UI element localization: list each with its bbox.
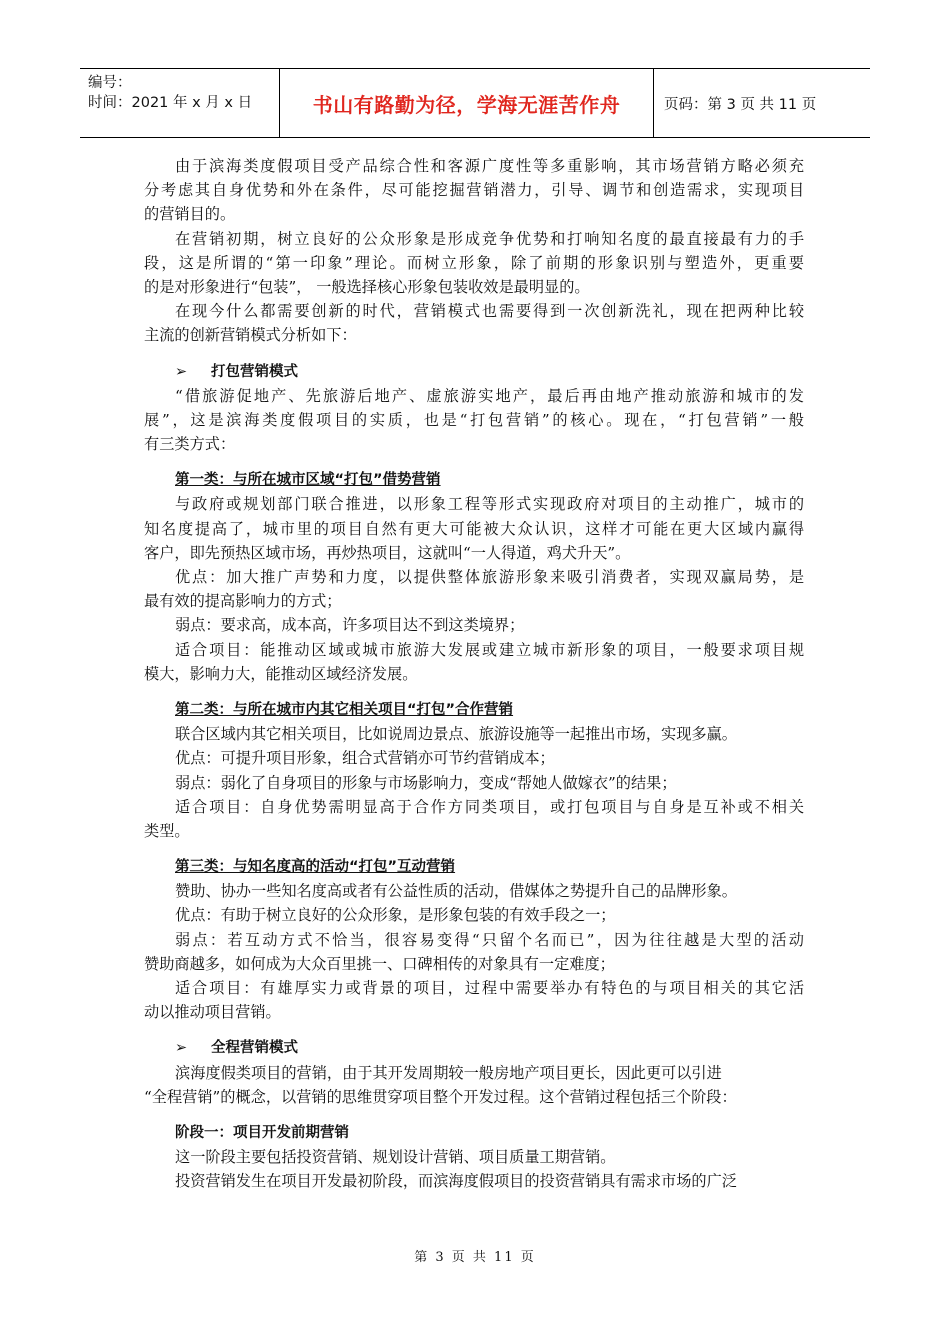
page-header xyxy=(80,68,870,138)
paragraph-line: 展”，这是滨海类度假项目的实质，也是“打包营销”的核心。现在，“打包营销”一般 xyxy=(144,410,804,429)
paragraph-line: 的是对形象进行“包装”， 一般选择核心形象包装收效是最明显的。 xyxy=(144,277,590,296)
paragraph-line: 弱点：弱化了自身项目的形象与市场影响力，变成“帮她人做嫁衣”的结果； xyxy=(175,773,677,792)
paragraph-line: 联合区域内其它相关项目，比如说周边景点、旅游设施等一起推出市场，实现多赢。 xyxy=(175,725,737,744)
paragraph-line: 段，这是所谓的“第一印象”理论。而树立形象，除了前期的形象识别与塑造外，更重要 xyxy=(144,253,804,272)
header-page-label: 页码：第 3 页 共 11 页 xyxy=(664,96,817,113)
paragraph-line: 类型。 xyxy=(144,821,190,840)
paragraph-line: 模大，影响力大，能推动区域经济发展。 xyxy=(144,664,418,683)
section-heading xyxy=(144,360,804,384)
paragraph-line: 这一阶段主要包括投资营销、规划设计营销、项目质量工期营销。 xyxy=(175,1148,616,1167)
paragraph-line: 赞助商越多，如何成为大众百里挑一、口碑相传的对象具有一定难度； xyxy=(144,954,615,973)
paragraph-line: “借旅游促地产、先旅游后地产、虚旅游实地产，最后再由地产推动旅游和城市的发 xyxy=(175,386,804,405)
document-date-label: 时间：2021 年 x 月 x 日 xyxy=(88,95,253,111)
paragraph-line: 由于滨海类度假项目受产品综合性和客源广度性等多重影响，其市场营销方略必须充 xyxy=(175,157,804,175)
paragraph-line: 的营销目的。 xyxy=(144,205,236,224)
paragraph-line: 弱点：要求高，成本高，许多项目达不到这类境界； xyxy=(175,616,525,635)
paragraph-line: 在现今什么都需要创新的时代，营销模式也需要得到一次创新洗礼，现在把两种比较 xyxy=(175,302,804,321)
paragraph-line: 弱点：若互动方式不恰当，很容易变得“只留个名而已”，因为往往越是大型的活动 xyxy=(175,930,804,949)
section-heading-text: 打包营销模式 xyxy=(211,363,298,380)
paragraph-line: 动以推动项目营销。 xyxy=(144,1003,281,1022)
paragraph-line: 最有效的提高影响力的方式； xyxy=(144,592,342,611)
paragraph-line: 与政府或规划部门联合推进，以形象工程等形式实现政府对项目的主动推广，城市的 xyxy=(175,495,804,514)
paragraph-line: 优点：有助于树立良好的公众形象，是形象包装的有效手段之一； xyxy=(175,906,616,925)
paragraph-line: 客户，即先预热区域市场，再炒热项目，这就叫“一人得道，鸡犬升天”。 xyxy=(144,543,631,562)
arrow-bullet-icon: ➢ xyxy=(175,363,188,380)
document-body xyxy=(144,154,804,1194)
paragraph-line: 赞助、协办一些知名度高或者有公益性质的活动，借媒体之势提升自己的品牌形象。 xyxy=(175,882,737,901)
header-meta xyxy=(80,69,280,137)
paragraph-line: 适合项目：能推动区域或城市旅游大发展或建立城市新形象的项目，一般要求项目规 xyxy=(175,640,804,659)
paragraph-line: 知名度提高了，城市里的项目自然有更大可能被大众认识，这样才可能在更大区域内赢得 xyxy=(144,519,804,538)
paragraph-line: 滨海度假类项目的营销，由于其开发周期较一般房地产项目更长，因此更可以引进 xyxy=(175,1063,722,1082)
paragraph-line: 有三类方式： xyxy=(144,435,236,454)
paragraph-line: 在营销初期，树立良好的公众形象是形成竞争优势和打响知名度的最直接最有力的手 xyxy=(175,229,804,248)
category-heading: 第二类：与所在城市内其它相关项目“打包”合作营销 xyxy=(175,701,514,718)
arrow-bullet-icon: ➢ xyxy=(175,1040,188,1057)
paragraph-line: 优点：可提升项目形象，组合式营销亦可节约营销成本； xyxy=(175,749,555,768)
page-footer: 第 3 页 共 11 页 xyxy=(414,1250,536,1265)
section-heading-text: 全程营销模式 xyxy=(211,1040,298,1057)
paragraph-line: “全程营销”的概念，以营销的思维贯穿项目整个开发过程。这个营销过程包括三个阶段： xyxy=(144,1087,737,1106)
category-heading: 第三类：与知名度高的活动“打包”互动营销 xyxy=(175,859,456,876)
paragraph-line: 主流的创新营销模式分析如下： xyxy=(144,326,357,345)
document-number-label: 编号： xyxy=(88,75,132,91)
paragraph-line: 适合项目：自身优势需明显高于合作方同类项目，或打包项目与自身是互补或不相关 xyxy=(175,797,804,816)
header-motto: 书山有路勤为径，学海无涯苦作舟 xyxy=(280,69,654,137)
paragraph-line: 投资营销发生在项目开发最初阶段，而滨海度假项目的投资营销具有需求市场的广泛 xyxy=(175,1172,737,1191)
paragraph-line: 优点：加大推广声势和力度，以提供整体旅游形象来吸引消费者，实现双赢局势，是 xyxy=(175,568,804,586)
section-heading xyxy=(144,1036,804,1060)
paragraph-line: 适合项目：有雄厚实力或背景的项目，过程中需要举办有特色的与项目相关的其它活 xyxy=(175,979,804,997)
category-heading: 第一类：与所在城市区域“打包”借势营销 xyxy=(175,472,441,489)
stage-heading: 阶段一：项目开发前期营销 xyxy=(175,1124,349,1141)
paragraph-line: 分考虑其自身优势和外在条件，尽可能挖掘营销潜力，引导、调节和创造需求，实现项目 xyxy=(144,181,804,200)
